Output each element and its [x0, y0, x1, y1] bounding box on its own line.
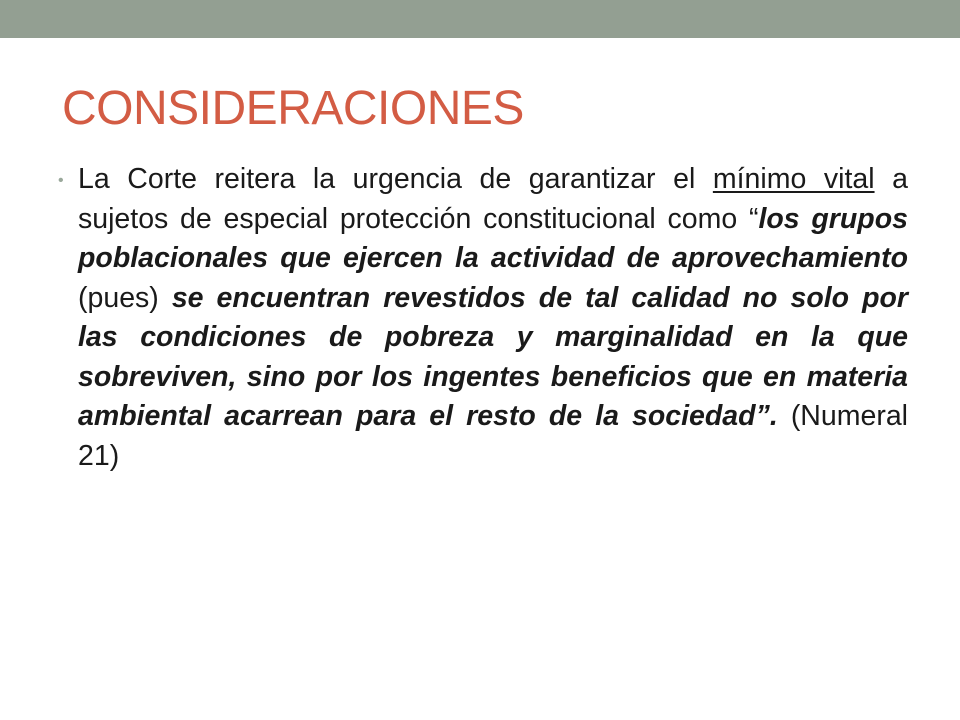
- parenthetical-text: (pues): [78, 281, 159, 314]
- slide-title: CONSIDERACIONES: [62, 82, 524, 135]
- opening-quote-mark: “: [748, 202, 759, 235]
- bullet-item: [58, 160, 908, 476]
- top-accent-band: [0, 0, 960, 38]
- quoted-text-part-1: los grupos poblacionales que ejercen la actividad de aprovechamiento: [78, 202, 908, 274]
- underlined-term: mínimo vital: [712, 163, 875, 195]
- intro-text-continued: a sujetos de especial protección constitucional como: [78, 163, 908, 235]
- bullet-paragraph: [78, 160, 908, 476]
- bullet-list: [58, 160, 908, 476]
- intro-text: La Corte reitera la urgencia de garantizar el: [78, 163, 713, 195]
- citation-reference: (Numeral 21): [78, 400, 909, 472]
- quoted-text-part-2: se encuentran revestidos de tal calidad no solo por las condiciones de pobreza y marginalidad en la que sobreviven, sino por los ingentes beneficios que en materia ambiental acarrean para el resto de la sociedad”.: [78, 281, 908, 432]
- bullet-dot-icon: •: [58, 172, 64, 189]
